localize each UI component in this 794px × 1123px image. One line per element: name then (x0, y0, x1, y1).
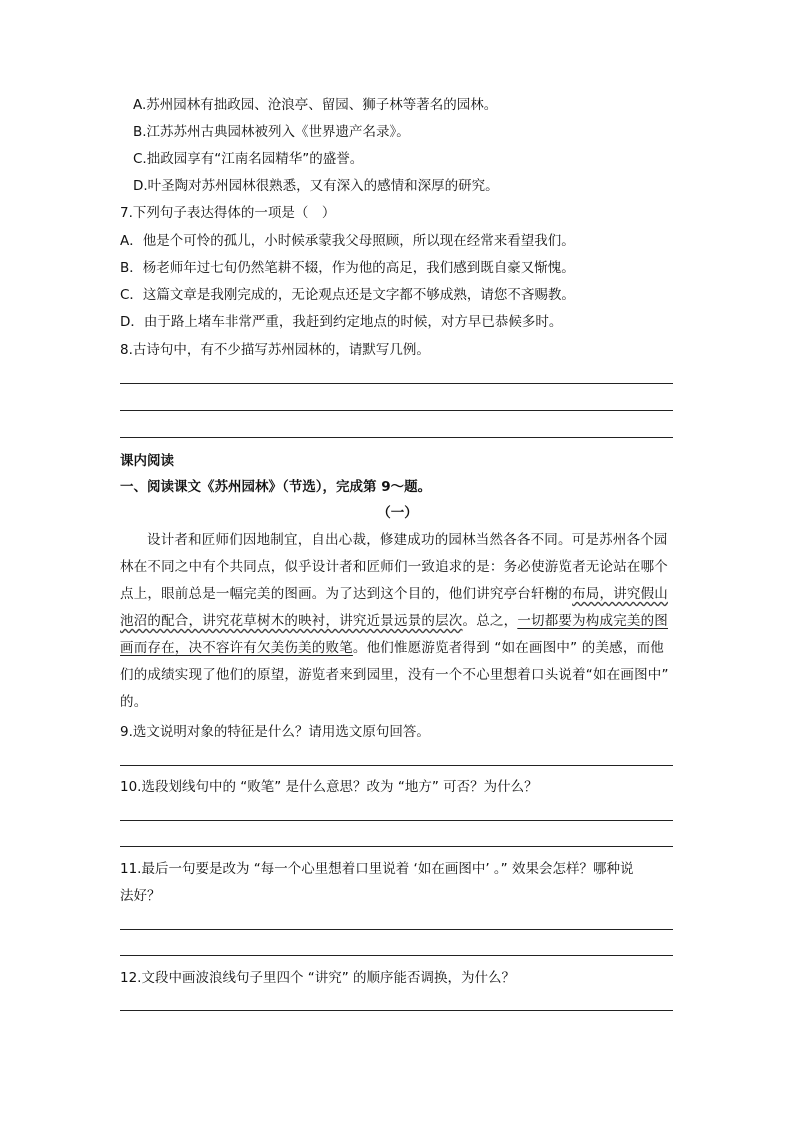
q8-stem: 8.古诗句中，有不少描写苏州园林的，请默写几例。 (120, 342, 430, 358)
passage-line: 设计者和匠师们因地制宜，自出心裁，修建成功的园林当然各各不同。可是苏州各个园 (147, 532, 668, 548)
passage-line (120, 581, 675, 608)
q7-option-c: C．这篇文章是我刚完成的，无论观点还是文字都不够成熟，请您不吝赐教。 (120, 287, 575, 303)
answer-line (120, 929, 673, 930)
q6-option-c: C.拙政园享有“江南名园精华”的盛誉。 (133, 151, 364, 167)
answer-line (120, 846, 673, 847)
passage-text: 。总之， (462, 613, 518, 629)
passage-line: 林在不同之中有个共同点，似乎设计者和匠师们一致追求的是：务必使游览者无论站在哪个 (120, 559, 668, 575)
underlined-text: 一切都要为构成完美的图 (517, 613, 669, 629)
q6-option-b: B.江苏苏州古典园林被列入《世界遗产名录》。 (133, 124, 410, 140)
passage-line (120, 635, 675, 662)
wavy-underlined-text: 布局，讲究假山 (572, 586, 669, 602)
passage-text: 点上，眼前总是一幅完美的图画。为了达到这个目的，他们讲究亭台轩榭的 (120, 586, 573, 602)
part-label: （一） (377, 505, 418, 521)
passage-line: 的。 (120, 694, 148, 710)
answer-line (120, 765, 673, 766)
q6-option-d: D.叶圣陶对苏州园林很熟悉，又有深入的感情和深厚的研究。 (133, 178, 499, 194)
passage-text: 。他们惟愿游览者得到 “如在画图中” 的美感，而他 (352, 640, 664, 656)
q7-stem: 7.下列句子表达得体的一项是（ ） (120, 205, 336, 221)
q7-option-b: B．杨老师年过七旬仍然笔耕不辍，作为他的高足，我们感到既自豪又惭愧。 (120, 260, 575, 276)
answer-line (120, 820, 673, 821)
q7-option-a: A．他是个可怜的孤儿，小时候承蒙我父母照顾，所以现在经常来看望我们。 (120, 233, 575, 249)
section-title: 课内阅读 (120, 453, 174, 469)
q12-stem: 12.文段中画波浪线句子里四个 “讲究” 的顺序能否调换，为什么？ (120, 970, 516, 986)
q9-stem: 9.选文说明对象的特征是什么？请用选文原句回答。 (120, 724, 430, 740)
passage-line: 们的成绩实现了他们的原望，游览者来到园里，没有一个不心里想着口头说着“如在画图中” (120, 667, 669, 683)
wavy-underlined-text: 池沼的配合，讲究花草树木的映衬，讲究近景远景的层次 (120, 613, 463, 629)
answer-line (120, 383, 673, 384)
answer-line (120, 955, 673, 956)
answer-line (120, 437, 673, 438)
q11-stem: 11.最后一句要是改为 “每一个心里想着口里说着 ‘如在画图中’ 。” 效果会怎样？哪种说 (120, 861, 634, 877)
reading-passage (120, 527, 675, 716)
passage-line (120, 608, 675, 635)
answer-line (120, 410, 673, 411)
reading-heading: 一、阅读课文《苏州园林》（节选），完成第 9～题。 (120, 479, 432, 495)
q10-stem: 10.选段划线句中的 “败笔” 是什么意思？改为 “地方” 可否？为什么？ (120, 779, 538, 795)
q6-option-a: A.苏州园林有拙政园、沧浪亭、留园、狮子林等著名的园林。 (133, 97, 498, 113)
q11-stem-continued: 法好？ (120, 888, 161, 904)
answer-line (120, 1010, 673, 1011)
underlined-text: 画而存在，决不容许有欠美伤美的败笔 (120, 640, 353, 656)
q7-option-d: D．由于路上堵车非常严重，我赶到约定地点的时候，对方早已恭候多时。 (120, 314, 563, 330)
